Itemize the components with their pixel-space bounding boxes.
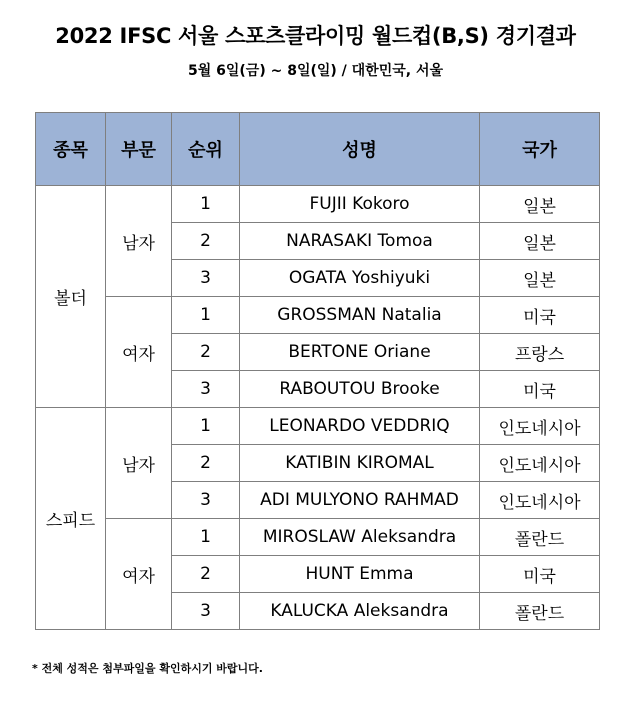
athlete-name-cell: RABOUTOU Brooke (240, 371, 480, 408)
division-cell: 남자 (106, 186, 172, 297)
rank-cell: 1 (172, 408, 240, 445)
division-cell: 남자 (106, 408, 172, 519)
athlete-name-cell: MIROSLAW Aleksandra (240, 519, 480, 556)
rank-cell: 2 (172, 556, 240, 593)
rank-cell: 1 (172, 297, 240, 334)
header-division: 부문 (106, 113, 172, 186)
athlete-name-cell: OGATA Yoshiyuki (240, 260, 480, 297)
country-cell: 인도네시아 (480, 445, 600, 482)
header-country: 국가 (480, 113, 600, 186)
athlete-name-cell: KATIBIN KIROMAL (240, 445, 480, 482)
rank-cell: 3 (172, 371, 240, 408)
rank-cell: 1 (172, 519, 240, 556)
event-cell: 볼더 (36, 186, 106, 408)
country-cell: 폴란드 (480, 519, 600, 556)
country-cell: 프랑스 (480, 334, 600, 371)
results-table (35, 112, 600, 630)
rank-cell: 3 (172, 482, 240, 519)
header-name: 성명 (240, 113, 480, 186)
athlete-name-cell: HUNT Emma (240, 556, 480, 593)
country-cell: 일본 (480, 186, 600, 223)
table-row (36, 408, 600, 445)
rank-cell: 3 (172, 593, 240, 630)
event-cell: 스피드 (36, 408, 106, 630)
country-cell: 일본 (480, 223, 600, 260)
division-cell: 여자 (106, 297, 172, 408)
country-cell: 인도네시아 (480, 408, 600, 445)
athlete-name-cell: ADI MULYONO RAHMAD (240, 482, 480, 519)
rank-cell: 3 (172, 260, 240, 297)
page-subtitle: 5월 6일(금) ~ 8일(일) / 대한민국, 서울 (188, 63, 443, 79)
athlete-name-cell: NARASAKI Tomoa (240, 223, 480, 260)
athlete-name-cell: KALUCKA Aleksandra (240, 593, 480, 630)
country-cell: 미국 (480, 297, 600, 334)
page-title: 2022 IFSC 서울 스포츠클라이밍 월드컵(B,S) 경기결과 (55, 24, 576, 48)
table-row (36, 186, 600, 223)
rank-cell: 2 (172, 334, 240, 371)
athlete-name-cell: FUJII Kokoro (240, 186, 480, 223)
table-header-row (36, 113, 600, 186)
rank-cell: 2 (172, 223, 240, 260)
country-cell: 미국 (480, 556, 600, 593)
header-rank: 순위 (172, 113, 240, 186)
athlete-name-cell: GROSSMAN Natalia (240, 297, 480, 334)
footnote: * 전체 성적은 첨부파일을 확인하시기 바랍니다. (32, 662, 263, 675)
rank-cell: 1 (172, 186, 240, 223)
athlete-name-cell: BERTONE Oriane (240, 334, 480, 371)
country-cell: 인도네시아 (480, 482, 600, 519)
country-cell: 미국 (480, 371, 600, 408)
rank-cell: 2 (172, 445, 240, 482)
header-event: 종목 (36, 113, 106, 186)
athlete-name-cell: LEONARDO VEDDRIQ (240, 408, 480, 445)
table-row (36, 519, 600, 556)
division-cell: 여자 (106, 519, 172, 630)
table-row (36, 297, 600, 334)
country-cell: 폴란드 (480, 593, 600, 630)
country-cell: 일본 (480, 260, 600, 297)
